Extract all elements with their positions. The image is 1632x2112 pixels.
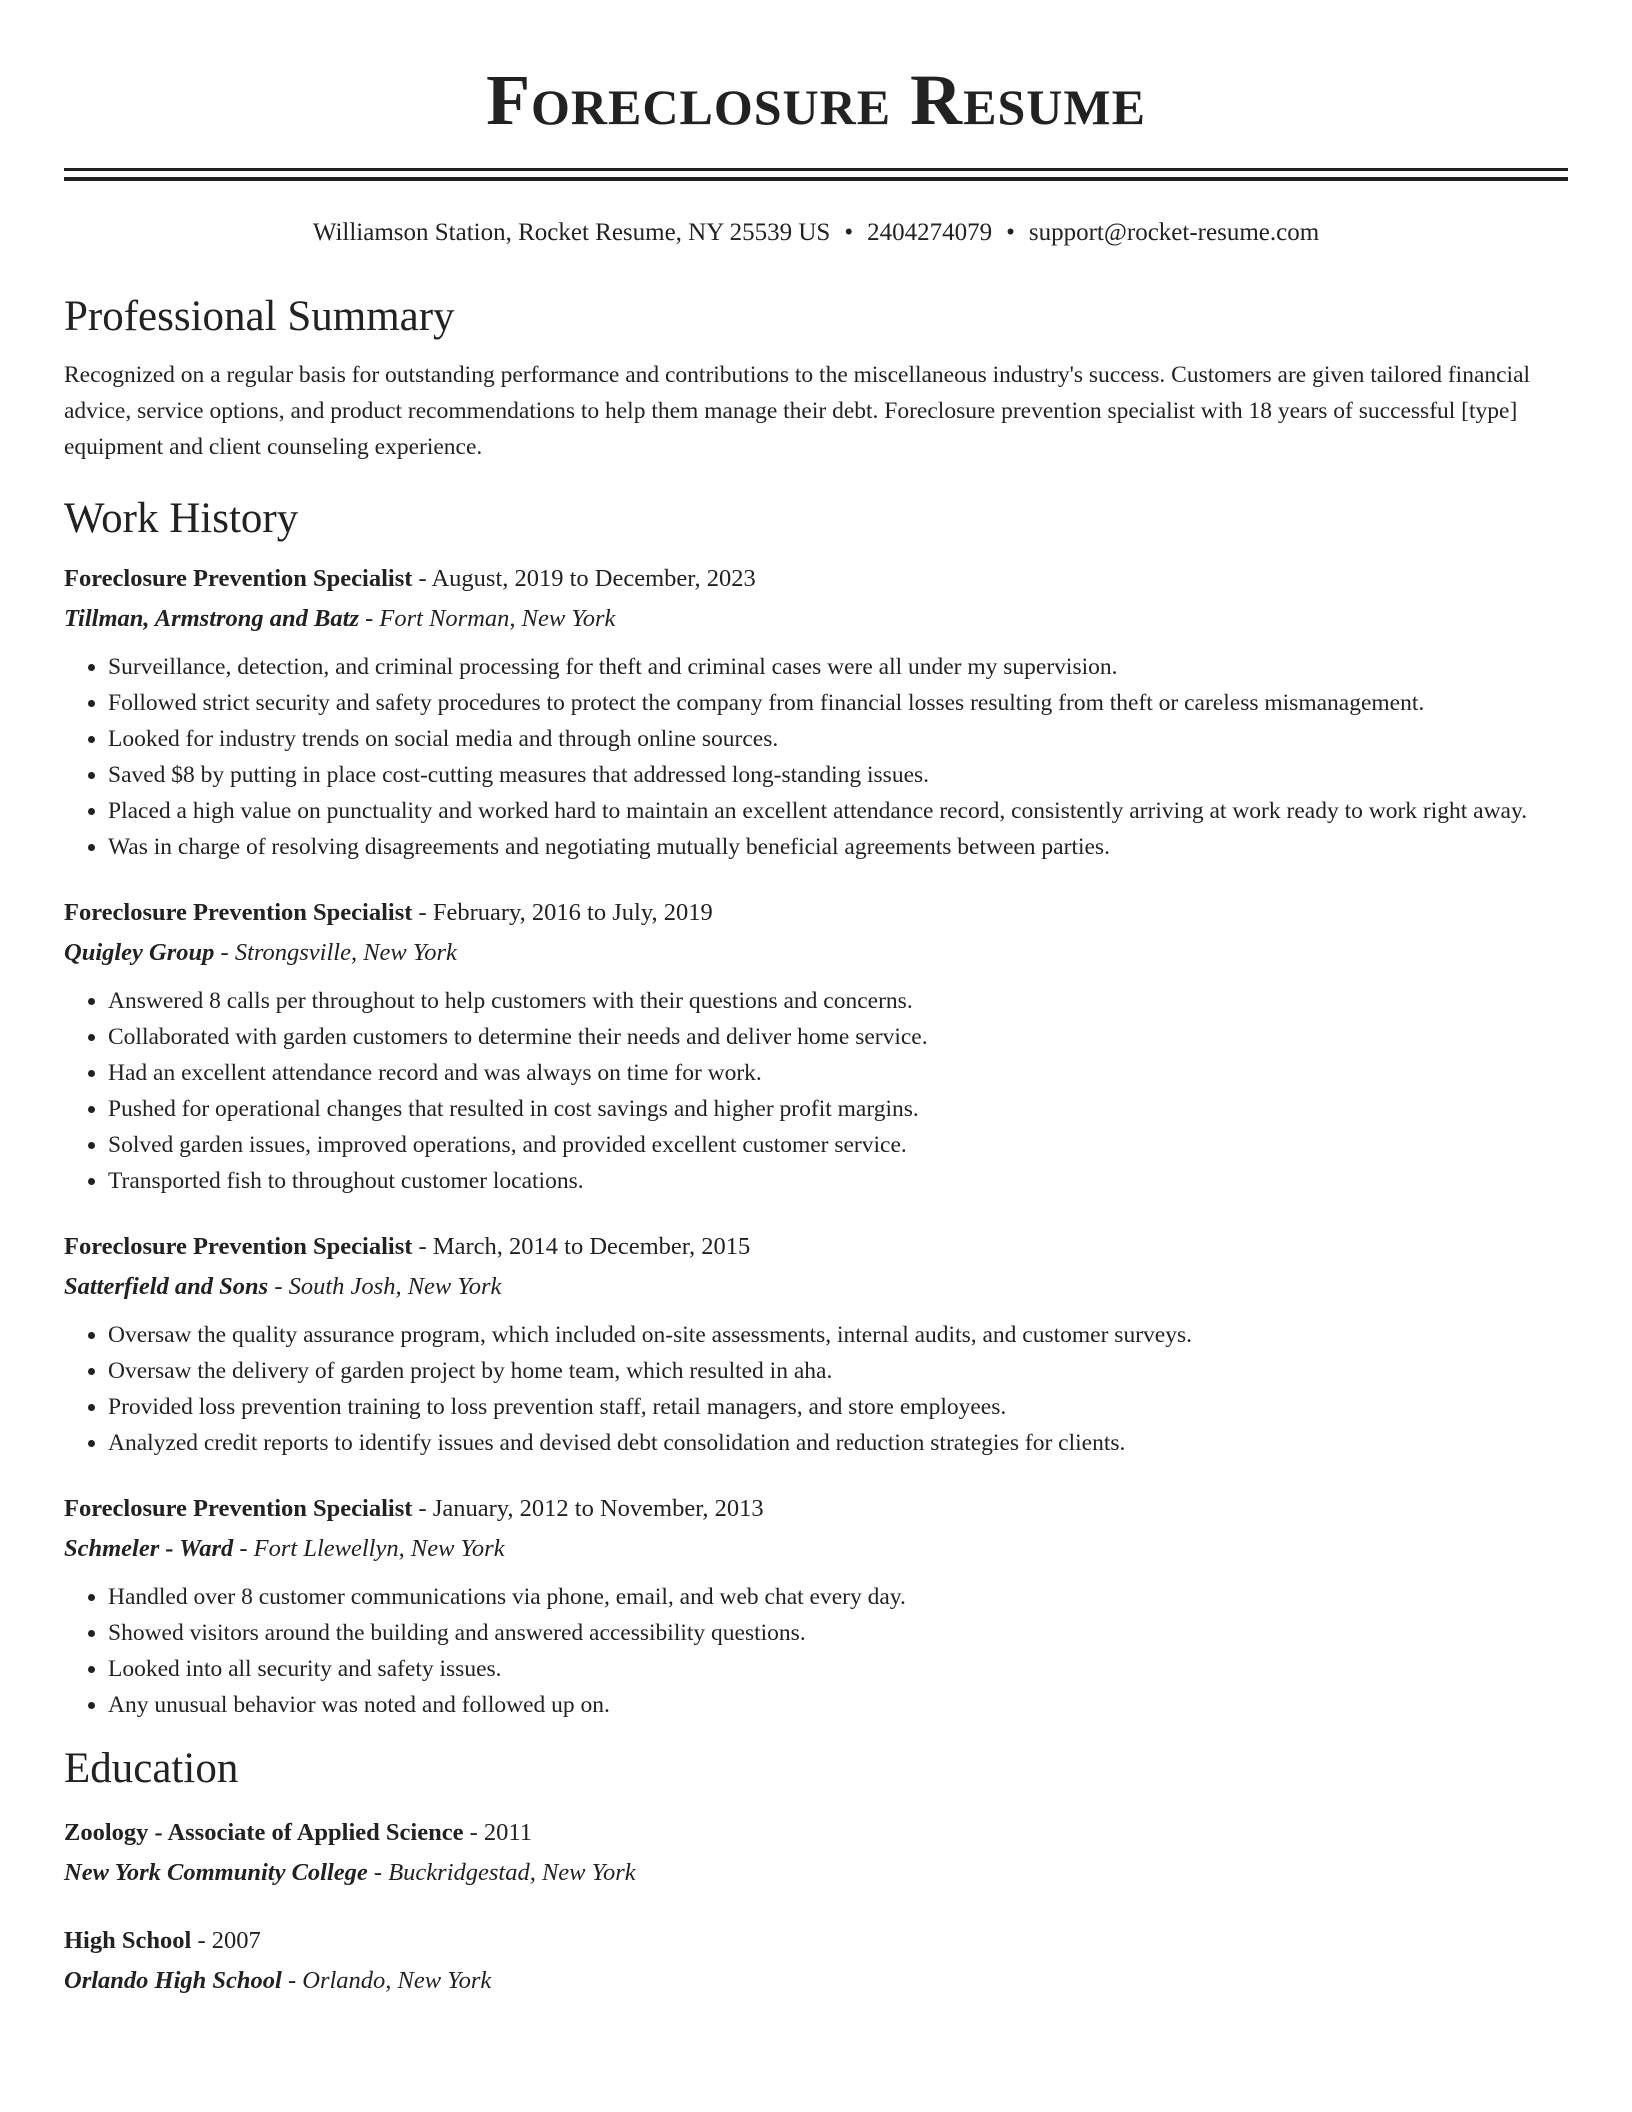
job-title-line <box>64 1489 1568 1529</box>
job-bullet: • Handled over 8 customer communications via phone, email, and web chat every day. <box>108 1579 1568 1615</box>
job-company: Schmeler - Ward <box>64 1535 234 1562</box>
job-location: - Strongsville, New York <box>214 939 457 966</box>
education-heading: Education <box>64 1745 239 1792</box>
job-bullets <box>64 1317 1568 1461</box>
job-bullet: • Any unusual behavior was noted and followed up on. <box>108 1687 1568 1723</box>
job-dates: - January, 2012 to November, 2013 <box>412 1495 764 1522</box>
contact-separator: • <box>844 219 854 246</box>
school-location: - Orlando, New York <box>281 1967 492 1994</box>
job-bullets <box>64 649 1568 865</box>
school-name: Orlando High School <box>64 1967 282 1994</box>
summary-heading: Professional Summary <box>64 293 455 340</box>
resume-title: Foreclosure Resume <box>486 60 1146 140</box>
job-company-line <box>64 1267 1568 1307</box>
contact-separator: • <box>1006 219 1015 246</box>
job-bullet: • Oversaw the quality assurance program, which included on-site assessments, internal audits, and customer surveys. <box>108 1317 1568 1353</box>
job-bullet: • Placed a high value on punctuality and worked hard to maintain an excellent attendance record, consistently arriving at work ready to work right away. <box>108 793 1568 829</box>
job-bullet: • Oversaw the delivery of garden project by home team, which resulted in aha. <box>108 1353 1568 1389</box>
degree-line <box>64 1813 1568 1853</box>
job-title-line <box>64 559 1568 599</box>
job-bullet: • Collaborated with garden customers to determine their needs and deliver home service. <box>108 1019 1568 1055</box>
degree-line <box>64 1921 1568 1961</box>
contact-phone: 2404274079 <box>867 219 993 246</box>
job-dates: - August, 2019 to December, 2023 <box>412 565 756 592</box>
title-divider-bottom <box>64 177 1568 181</box>
job-location: - South Josh, New York <box>268 1273 502 1300</box>
job-entry <box>64 559 1568 865</box>
job-bullet: • Had an excellent attendance record and was always on time for work. <box>108 1055 1568 1091</box>
job-company-line <box>64 599 1568 639</box>
job-company: Satterfield and Sons <box>64 1273 269 1300</box>
job-company: Quigley Group <box>64 939 215 966</box>
job-entry <box>64 1489 1568 1723</box>
job-company-line <box>64 933 1568 973</box>
title-divider-top <box>64 168 1568 171</box>
job-bullet: • Followed strict security and safety procedures to protect the company from financial losses resulting from theft or careless mismanagement. <box>108 685 1568 721</box>
job-bullet: • Analyzed credit reports to identify issues and devised debt consolidation and reduction strategies for clients. <box>108 1425 1568 1461</box>
degree-name: High School <box>64 1927 192 1954</box>
job-bullet: • Was in charge of resolving disagreements and negotiating mutually beneficial agreements between parties. <box>108 829 1568 865</box>
education-entry <box>64 1921 1568 2001</box>
work-history-heading: Work History <box>64 495 299 542</box>
degree-year: - 2011 <box>463 1819 532 1846</box>
job-bullet: • Solved garden issues, improved operations, and provided excellent customer service. <box>108 1127 1568 1163</box>
school-line <box>64 1961 1568 2001</box>
school-name: New York Community College <box>64 1859 368 1886</box>
job-dates: - March, 2014 to December, 2015 <box>412 1233 751 1260</box>
job-title: Foreclosure Prevention Specialist <box>64 1495 413 1522</box>
job-title: Foreclosure Prevention Specialist <box>64 565 413 592</box>
job-entry <box>64 893 1568 1199</box>
contact-address: Williamson Station, Rocket Resume, NY 25539 US <box>312 219 831 246</box>
job-title: Foreclosure Prevention Specialist <box>64 1233 413 1260</box>
job-location: - Fort Norman, New York <box>359 605 616 632</box>
job-company: Tillman, Armstrong and Batz <box>64 605 359 632</box>
job-company-line <box>64 1529 1568 1569</box>
job-dates: - February, 2016 to July, 2019 <box>412 899 713 926</box>
job-bullet: • Surveillance, detection, and criminal processing for theft and criminal cases were all under my supervision. <box>108 649 1568 685</box>
job-bullet: • Looked into all security and safety issues. <box>108 1651 1568 1687</box>
job-bullets <box>64 1579 1568 1723</box>
contact-line <box>64 215 1568 251</box>
job-bullet: • Saved $8 by putting in place cost-cutting measures that addressed long-standing issues. <box>108 757 1568 793</box>
job-bullet: • Provided loss prevention training to loss prevention staff, retail managers, and store employees. <box>108 1389 1568 1425</box>
job-entry <box>64 1227 1568 1461</box>
degree-name: Zoology - Associate of Applied Science <box>64 1819 464 1846</box>
job-bullet: • Looked for industry trends on social media and through online sources. <box>108 721 1568 757</box>
school-line <box>64 1853 1568 1893</box>
education-entry <box>64 1813 1568 1893</box>
job-title: Foreclosure Prevention Specialist <box>64 899 413 926</box>
job-bullet: • Transported fish to throughout customer locations. <box>108 1163 1568 1199</box>
school-location: - Buckridgestad, New York <box>367 1859 636 1886</box>
job-bullet: • Pushed for operational changes that resulted in cost savings and higher profit margins. <box>108 1091 1568 1127</box>
job-title-line <box>64 1227 1568 1267</box>
job-location: - Fort Llewellyn, New York <box>233 1535 505 1562</box>
degree-year: - 2007 <box>191 1927 261 1954</box>
job-bullet: • Showed visitors around the building and answered accessibility questions. <box>108 1615 1568 1651</box>
summary-text: Recognized on a regular basis for outstanding performance and contributions to the miscellaneous industry's success. Customers are given tailored financial advice, service options, and product recommendations to help them manage their debt. Foreclosure prevention specialist with 18 years of successful [type] equipment and client counseling experience. <box>64 362 1531 460</box>
job-bullet: • Answered 8 calls per throughout to help customers with their questions and concerns. <box>108 983 1568 1019</box>
job-bullets <box>64 983 1568 1199</box>
contact-email: support@rocket-resume.com <box>1028 219 1320 246</box>
job-title-line <box>64 893 1568 933</box>
